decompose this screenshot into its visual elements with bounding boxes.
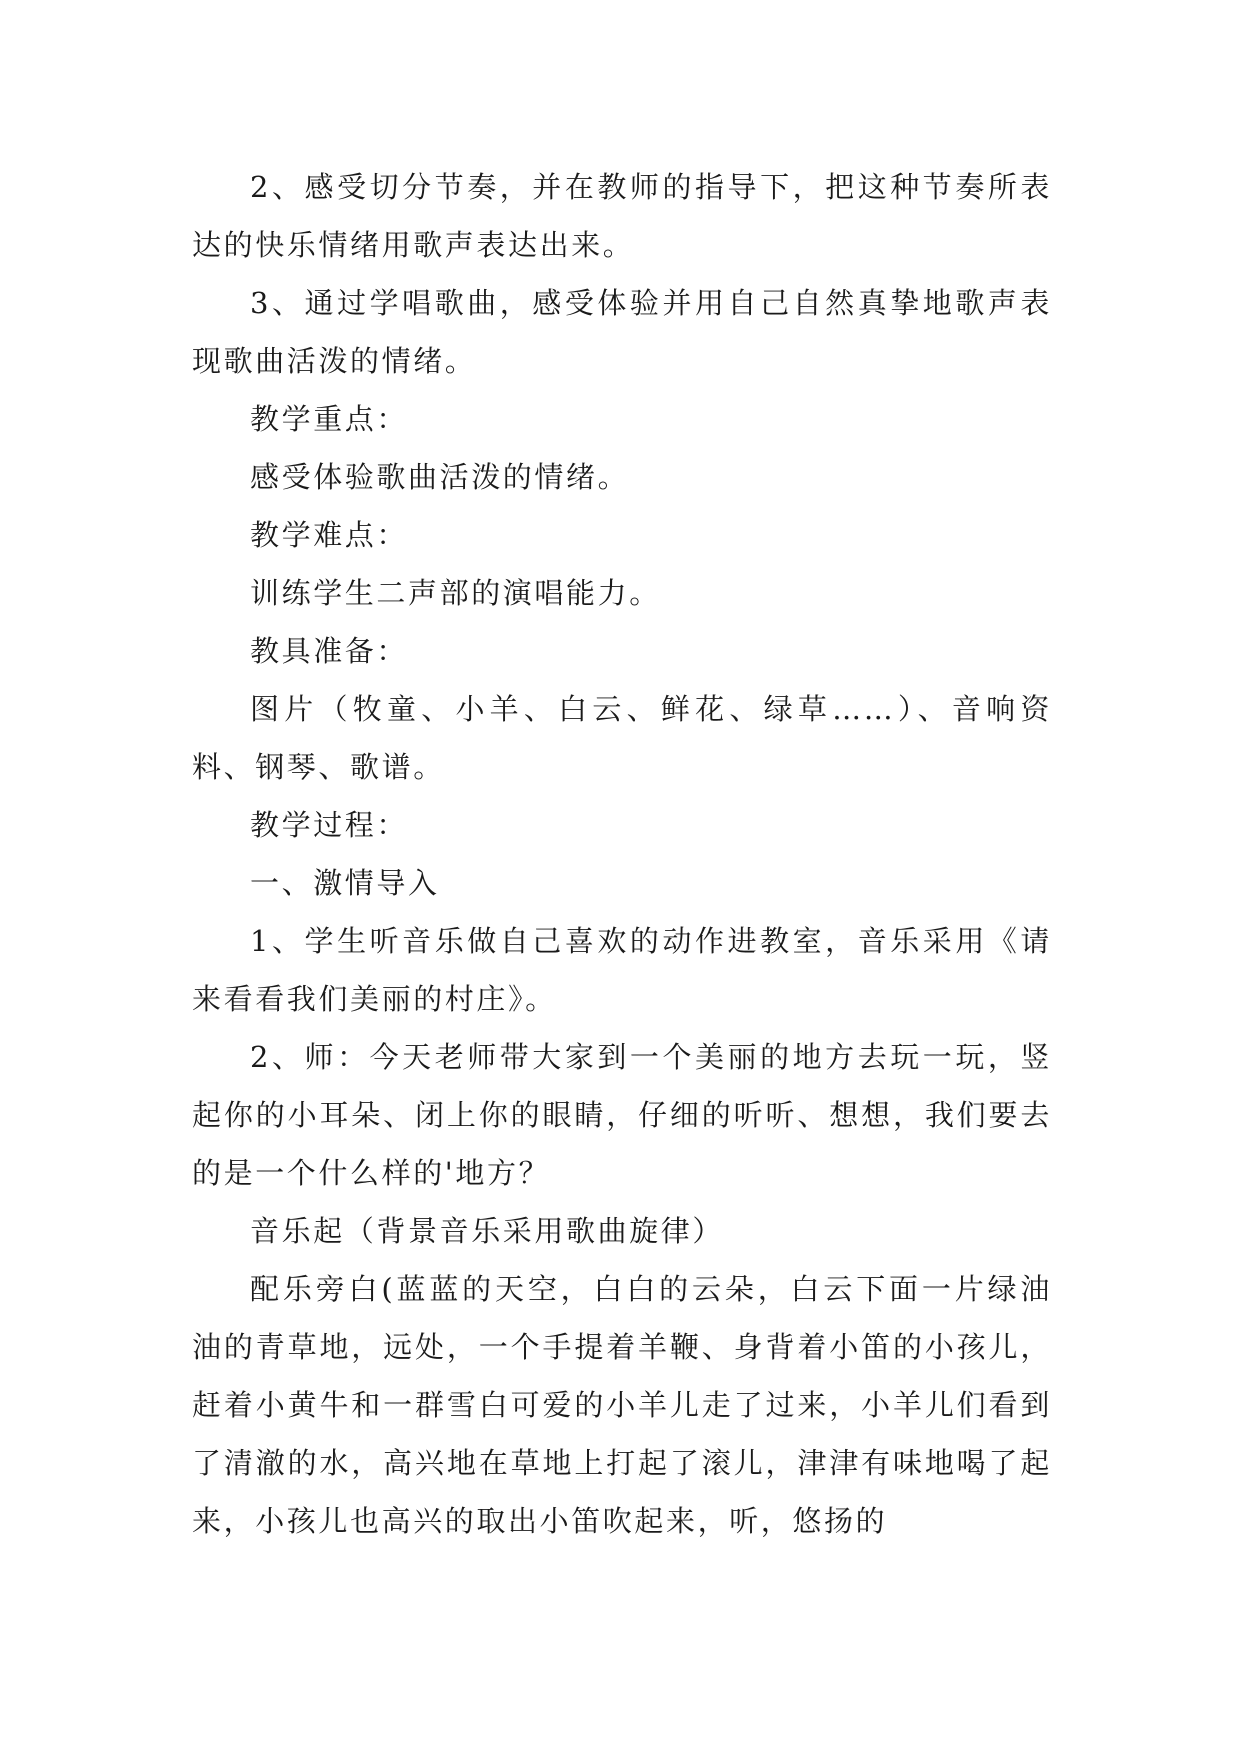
- heading-section-1: 一、激情导入: [250, 866, 440, 900]
- paragraph-key-points: 感受体验歌曲活泼的情绪。: [250, 460, 630, 494]
- paragraph-narration: 配乐旁白(蓝蓝的天空，白白的云朵，白云下面一片绿油油的青草地，远处，一个手提着羊鞭、身背着小笛的小孩儿，赶着小黄牛和一群雪白可爱的小羊儿走了过来，小羊儿们看到了清澈的水，高兴地在草地上打起了滚儿，津津有味地喝了起来，小孩儿也高兴的取出小笛吹起来，听，悠扬的: [192, 1272, 1052, 1538]
- heading-key-points: 教学重点：: [250, 402, 409, 436]
- paragraph-step-2: 2、师：今天老师带大家到一个美丽的地方去玩一玩，竖起你的小耳朵、闭上你的眼睛，仔细的听听、想想，我们要去的是一个什么样的'地方？: [192, 1040, 1052, 1190]
- paragraph-objective-3: 3、通过学唱歌曲，感受体验并用自己自然真挚地歌声表现歌曲活泼的情绪。: [192, 286, 1052, 378]
- heading-difficulties: 教学难点：: [250, 518, 409, 552]
- heading-process: 教学过程：: [250, 808, 409, 842]
- paragraph-objective-2: 2、感受切分节奏，并在教师的指导下，把这种节奏所表达的快乐情绪用歌声表达出来。: [192, 170, 1052, 262]
- document-page: [192, 158, 1052, 1550]
- paragraph-music-start: 音乐起（背景音乐采用歌曲旋律）: [250, 1214, 725, 1248]
- heading-materials: 教具准备：: [250, 634, 409, 668]
- paragraph-materials: 图片（牧童、小羊、白云、鲜花、绿草……）、音响资料、钢琴、歌谱。: [192, 692, 1052, 784]
- paragraph-difficulties: 训练学生二声部的演唱能力。: [250, 576, 661, 610]
- paragraph-step-1: 1、学生听音乐做自己喜欢的动作进教室，音乐采用《请来看看我们美丽的村庄》。: [192, 924, 1052, 1016]
